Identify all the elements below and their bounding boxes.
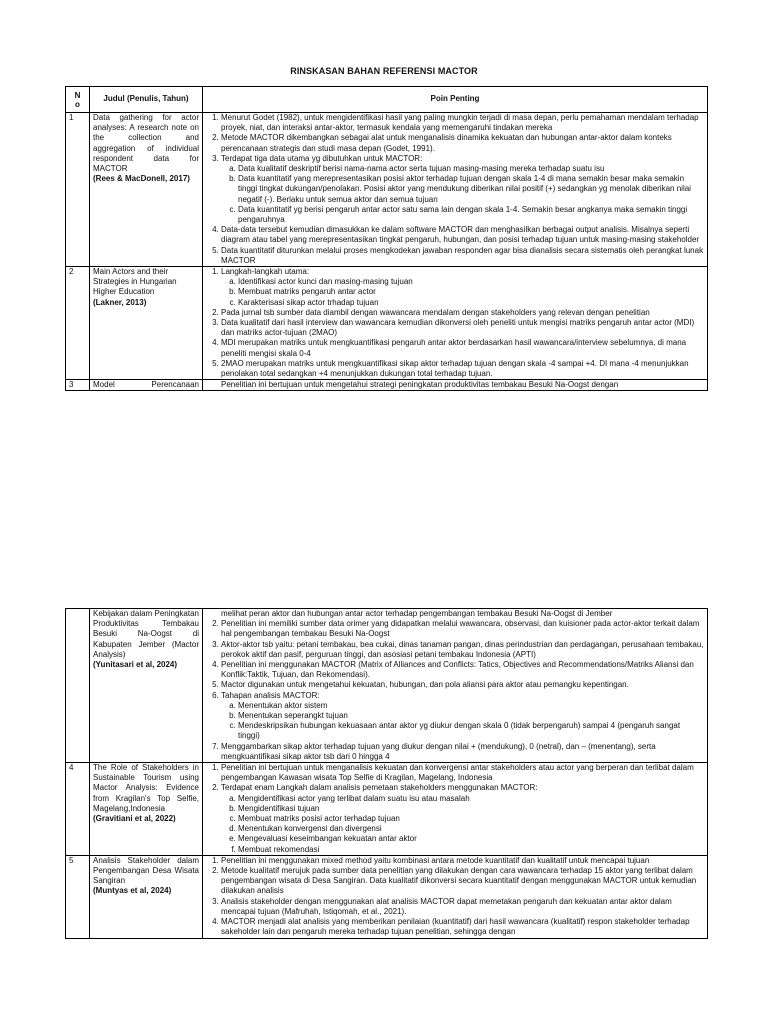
sub-point-item: c. Karakterisasi sikap actor trhadap tujuan [238,298,704,308]
row-number: 3 [66,380,90,391]
point-item: 4. MACTOR menjadi alat analisis yang memberikan penilaian (kuantitatif) dari hasil wawancara (kualitatif) respon stakeholder terhadap sakeholder lain dan pengaruh mereka terhadap tujuan penelitian, sehingga dengan [221,917,704,937]
row-author: (Lakner, 2013) [93,297,147,307]
point-text: Tahapan analisis MACTOR: [221,690,320,700]
point-item: 3. Aktor-aktor tsb yaitu: petani tembakau, bea cukai, dinas tanaman pangan, dinas perindustrian dan perdagangan, perusahaan tembakau, perokok aktif dan pasif, perguruan tinggi, dan asosiasi petani tembakau Indonesia (APTI) [221,640,704,660]
row-points-cell [203,855,708,938]
point-item: 3. Data kualitatif dari hasil interview dan wawancara kemudian dikonversi oleh peneliti untuk mengisi matriks pengaruh antar actor (MDI) dan matriks actor-tujuan (2MAO) [221,318,704,338]
sub-point-item: b. Mengidentifikasi tujuan [238,804,704,814]
row-author: (Muntyas et al, 2024) [93,886,172,896]
point-continuation: melihat peran aktor dan hubungan antar actor terhadap pengembangan tembakau Besuki Na-Oogst di Jember [221,609,613,618]
table-row [66,113,708,267]
row-author: (Gravitiani et al, 2022) [93,814,176,824]
point-item: 3. Analisis stakeholder dengan menggunakan alat analisis MACTOR dapat memetakan pengaruh dan kekuatan antar aktor dalam mencapai tujuan (Mafruhah, Istiqomah, et al., 2021). [221,897,704,917]
sub-point-item: c. Membuat matriks posisi actor terhadap tujuan [238,814,704,824]
point-item [221,267,704,308]
point-text: Langkah-langkah utama: [221,267,310,277]
row-title: Analisis Stakeholder dalam Pengembangan Desa Wisata Sangiran [93,855,199,886]
table-row [66,855,708,938]
point-item: 4. Penelitian ini menggunakan MACTOR (Matrix of Alliances and Conflicts: Tatics, Objectives and Recommendations/Matriks Aliansi dan Konflik:Taktik, Tujuan, dan Rekomendasi). [221,660,704,680]
row-number: 2 [66,267,90,380]
row-title: Data gathering for actor analyses: A research note on the collection and aggregation of individual respondent data for MACTOR [93,113,199,174]
row-title: Kebijakan dalam Peningkatan Produktivitas Tembakau Besuki Na-Oogst di Kabupaten Jember (Mactor Analysis) [93,609,199,659]
point-item: 1. Penelitian ini menggunakan mixed method yaitu kombinasi antara metode kuantitatif dan kualitatif untuk mencapai tujuan [221,856,704,866]
point-item: 1. Penelitian ini bertujuan untuk menganalisis kekuatan dan konvergensi antar stakeholders atau actor yang berperan dan terlibat dalam pengembangan Kawasan wisata Top Selfie di Kragilan, Magelang, Indonesia [221,763,704,783]
point-text: Terdapat tiga data utama yg dibutuhkan untuk MACTOR: [221,153,423,163]
table-row-continued [66,609,708,763]
row-author: (Yunitasari et al, 2024) [93,660,178,670]
row-number-empty [66,609,90,763]
point-item [221,783,704,854]
row-points-cell [203,113,708,267]
sub-point-item: c. Mendeskripsikan hubungan kekuasaan antar aktor yg diukur dengan skala 0 (tidak berpengaruh) sampai 4 (pengaruh sangat tinggi) [238,721,704,741]
point-item [221,691,704,742]
point-item: 2. Penelitian ini memiliki sumber data orimer yang didapatkan melalui wawancara, observasi, dan kuisioner pada actor-aktor terkait dalam hal pengembangan tembakau Besuki Na-Oogst [221,619,704,639]
document-title: RINSKASAN BAHAN REFERENSI MACTOR [290,66,478,76]
point-text: Terdapat enam Langkah dalam analisis pemetaan stakeholders menggunakan MACTOR: [221,783,538,793]
point-item: 4. MDI merupakan matriks untuk mengkuantifikasi pengaruh antar aktor berdasarkan hasil wawancara/interview sebelumnya, di mana peneliti mengisi skala 0-4 [221,338,704,358]
header-judul: Judul (Penulis, Tahun) [90,87,203,113]
reference-table-page1 [65,86,708,391]
point-item: 5. Mactor digunakan untuk mengetahui kekuatan, hubungan, dan pola aliansi para aktor atau pemangku kepentingan. [221,680,704,690]
point-item: 2. Metode kualitatif merujuk pada sumber data penelitian yang dilakukan dengan cara wawancara terhadap 15 aktor yang terlibat dalam pengembangan wisata di Desa Sangiran. Data kualitatif dikonversi secara kuantitatif dengan menggunakan MACTOR untuk kemudian dilakukan analisis [221,866,704,897]
sub-point-item: c. Data kuantitatif yg berisi pengaruh antar actor satu sama lain dengan skala 1-4. Semakin besar angkanya maka semakin tinggi pengaruhnya [238,205,704,225]
point-item: 4. Data-data tersebut kemudian dimasukkan ke dalam software MACTOR dan menghasilkan berbagai output analisis. Misalnya seperti diagram atau tabel yang merepresentasikan tingkat pengaruh, hubungan, dan posisi terhadap tujuan untuk masing-masing stakeholder [221,225,704,245]
sub-point-item: a. Identifikasi actor kunci dan masing-masing tujuan [238,277,704,287]
row-title: The Role of Stakeholders in Sustainable Tourism using Mactor Analysis: Evidence from Kragilan's Top Selfie, Magelang,Indonesia [93,763,199,813]
sub-point-item: a. Menentukan aktor sistem [238,701,704,711]
header-no: N o [66,87,90,113]
point-item: 5. Data kuantitatif diturunkan melalui proses mengkodekan jawaban responden agar bisa dianalisis secara sistematis oleh perangkat lunak MACTOR [221,246,704,266]
sub-point-item: a. Data kualitatif deskriptif berisi nama-nama actor serta tujuan masing-masing mereka terhadap suatu isu [238,164,704,174]
point-item: 1. Penelitian ini bertujuan untuk mengetahui strategi peningkatan produktivitas tembakau Besuki Na-Oogst dengan [221,380,704,390]
point-item: 5. 2MAO merupakan matriks untuk mengkuantifikasi sikap aktor terhadap tujuan dengan skala -4 sampai +4. DI mana -4 menunjukkan penolakan total sedangkan +4 menunjukkan dukungan total terhadap tujuan. [221,359,704,379]
point-item: 7. Menggambarkan sikap aktor terhadap tujuan yang diukur dengan nilai + (mendukung), 0 (netral), dan – (menentang), serta mengkuantifikasi sikap aktor tsb dari 0 hingga 4 [221,742,704,762]
row-number: 1 [66,113,90,267]
sub-point-item: b. Data kuantitatif yang merepresentasikan posisi aktor terhadap tujuan dengan skala 1-4 di mana semakin besar maka semakin tinggi tingkat dukungan/penolakan. Posisi aktor yang mendukung diberikan nilai positif (+) sedangkan yg menolak diberikan nilai negatif (-). Berlaku untuk semua aktor dan semua tujuan [238,174,704,205]
point-item: 2. Pada jurnal tsb sumber data diambil dengan wawancara mendalam dengan stakeholders yang relevan dengan penelitian [221,308,704,318]
sub-point-item: e. Mengevaluasi keseimbangan kekuatan antar aktor [238,834,704,844]
sub-point-item: b. Membuat matriks pengaruh antar actor [238,287,704,297]
point-item: 1. Menurut Godet (1982), untuk mengidentifikasi hasil yang paling mungkin terjadi di masa depan, perlu pemahaman mendalam terhadap proyek, niat, dan interaksi antar-aktor, termasuk kendala yang memengaruhi tindakan mereka [221,113,704,133]
row-title-cell [90,609,203,763]
sub-point-item: d. Menentukan konvergensi dan divergensi [238,824,704,834]
table-row [66,267,708,380]
table-row [66,380,708,391]
row-title-cell [90,113,203,267]
reference-table-page2 [65,608,708,939]
row-title-cell [90,763,203,856]
table-row [66,763,708,856]
point-item [221,154,704,225]
row-points-cell [203,380,708,391]
sub-point-item: a. Mengidentifikasi actor yang terlibat dalam suatu isu atau masalah [238,794,704,804]
point-item: 2. Metode MACTOR dikembangkan sebagai alat untuk menganalisis dinamika kekuatan dan hubungan antar-aktor dalam konteks perencanaan strategis dan studi masa depan (Godet, 1991). [221,133,704,153]
row-title: Main Actors and their Strategies in Hungarian Higher Education [93,267,177,297]
header-poin: Poin Penting [203,87,708,113]
sub-point-item: f. Membuat rekomendasi [238,845,704,855]
row-title: Model Perencanaan [93,380,199,390]
row-title-cell [90,855,203,938]
row-number: 4 [66,763,90,856]
row-title-cell [90,267,203,380]
row-points-cell [203,267,708,380]
row-title-cell [90,380,203,391]
row-points-cell [203,609,708,763]
table-header-row [66,87,708,113]
sub-point-item: b. Menentukan seperangkt tujuan [238,711,704,721]
row-points-cell [203,763,708,856]
row-number: 5 [66,855,90,938]
row-author: (Rees & MacDonell, 2017) [93,174,190,184]
